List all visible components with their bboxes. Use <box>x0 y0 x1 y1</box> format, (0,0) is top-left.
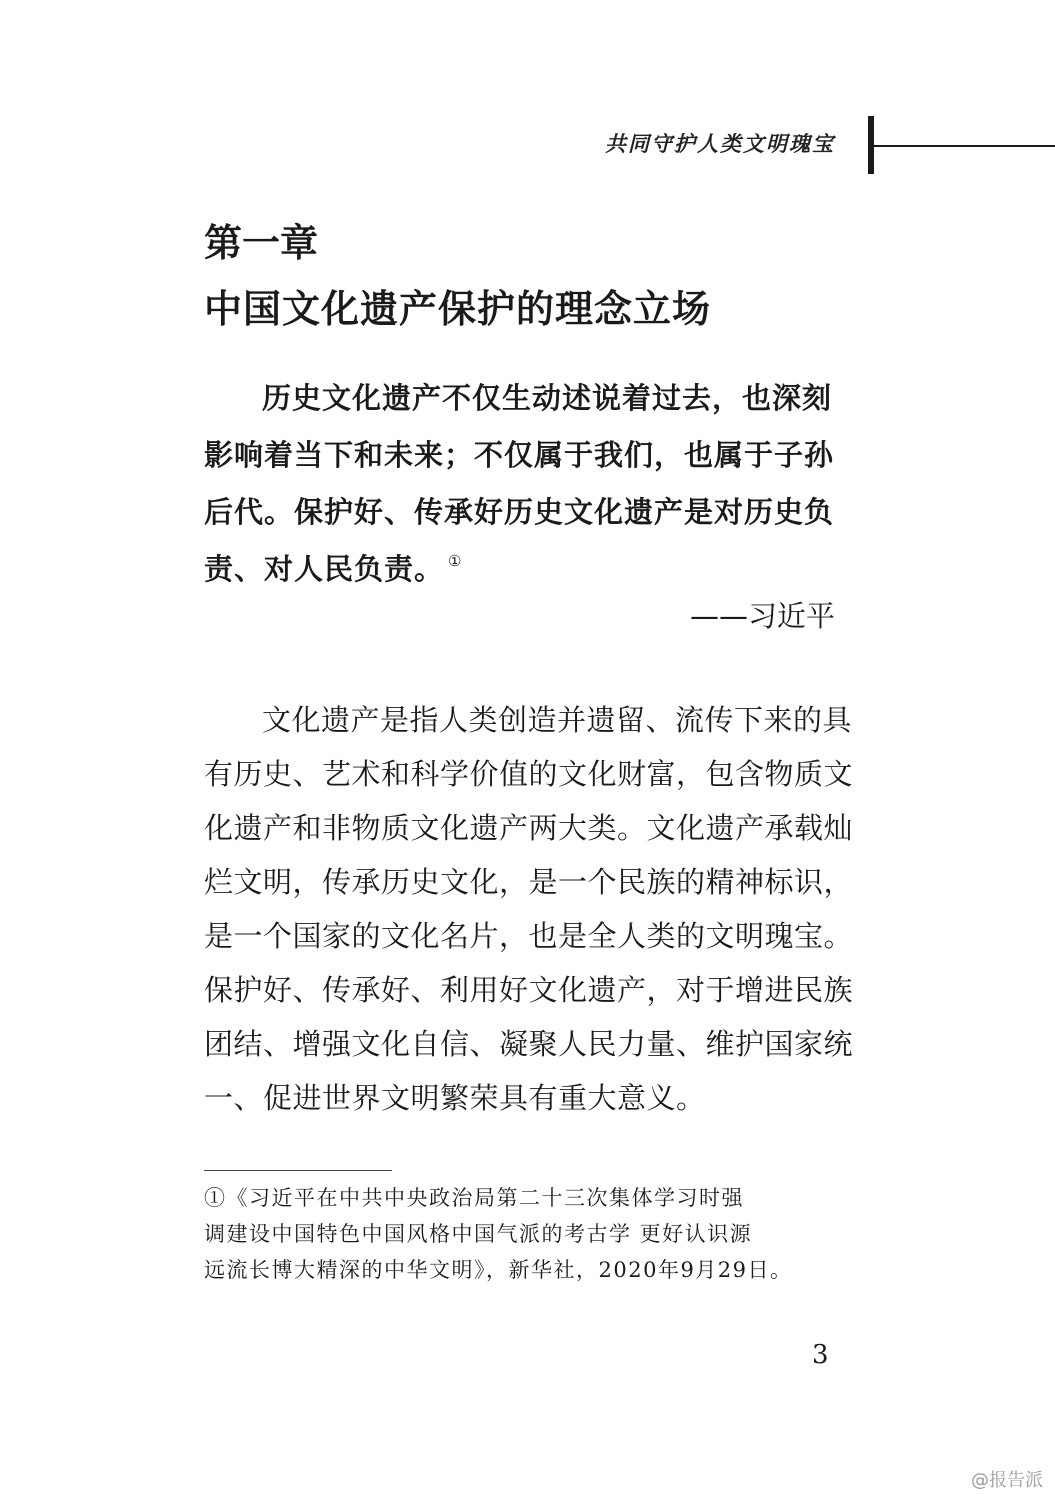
running-header-title: 共同守护人类文明瑰宝 <box>605 132 835 156</box>
footnote <box>204 1180 844 1288</box>
body-line: 文化遗产是指人类创造并遗留、流传下来的具 <box>262 703 853 737</box>
epigraph-attribution: ——习近平 <box>689 599 835 633</box>
body-line: 化遗产和非物质文化遗产两大类。文化遗产承载灿 <box>204 811 854 845</box>
page-number: 3 <box>812 1340 829 1370</box>
body-line: 一、促进世界文明繁荣具有重大意义。 <box>204 1081 706 1115</box>
chapter-title: 中国文化遗产保护的理念立场 <box>204 286 712 331</box>
header-rule-decoration <box>874 145 1055 147</box>
epigraph-line: 历史文化遗产不仅生动述说着过去，也深刻 <box>262 381 833 415</box>
body-line: 有历史、艺术和科学价值的文化财富，包含物质文 <box>204 757 854 791</box>
watermark: @报告派 <box>971 1470 1043 1491</box>
body-line: 是一个国家的文化名片，也是全人类的文明瑰宝。 <box>204 919 854 953</box>
footnote-marker-link[interactable]: ① <box>448 552 463 570</box>
body-line: 保护好、传承好、利用好文化遗产，对于增进民族 <box>204 973 854 1007</box>
chapter-number: 第一章 <box>204 220 319 265</box>
epigraph-last-line <box>204 541 836 598</box>
epigraph-line-text: 责、对人民负责。 <box>204 552 445 586</box>
epigraph-line: 影响着当下和未来；不仅属于我们，也属于子孙 <box>204 438 835 472</box>
footnote-line: 调建设中国特色中国风格中国气派的考古学 更好认识源 <box>204 1222 753 1246</box>
epigraph-quote <box>204 370 836 598</box>
body-line: 团结、增强文化自信、凝聚人民力量、维护国家统 <box>204 1027 854 1061</box>
footnote-divider <box>204 1170 392 1171</box>
body-paragraph <box>204 693 854 1125</box>
body-line: 烂文明，传承历史文化，是一个民族的精神标识， <box>204 865 854 899</box>
footnote-line: 远流长博大精深的中华文明》，新华社，2020年9月29日。 <box>204 1258 793 1282</box>
footnote-line: ①《习近平在中共中央政治局第二十三次集体学习时强 <box>204 1186 744 1210</box>
epigraph-line: 后代。保护好、传承好历史文化遗产是对历史负 <box>204 495 835 529</box>
